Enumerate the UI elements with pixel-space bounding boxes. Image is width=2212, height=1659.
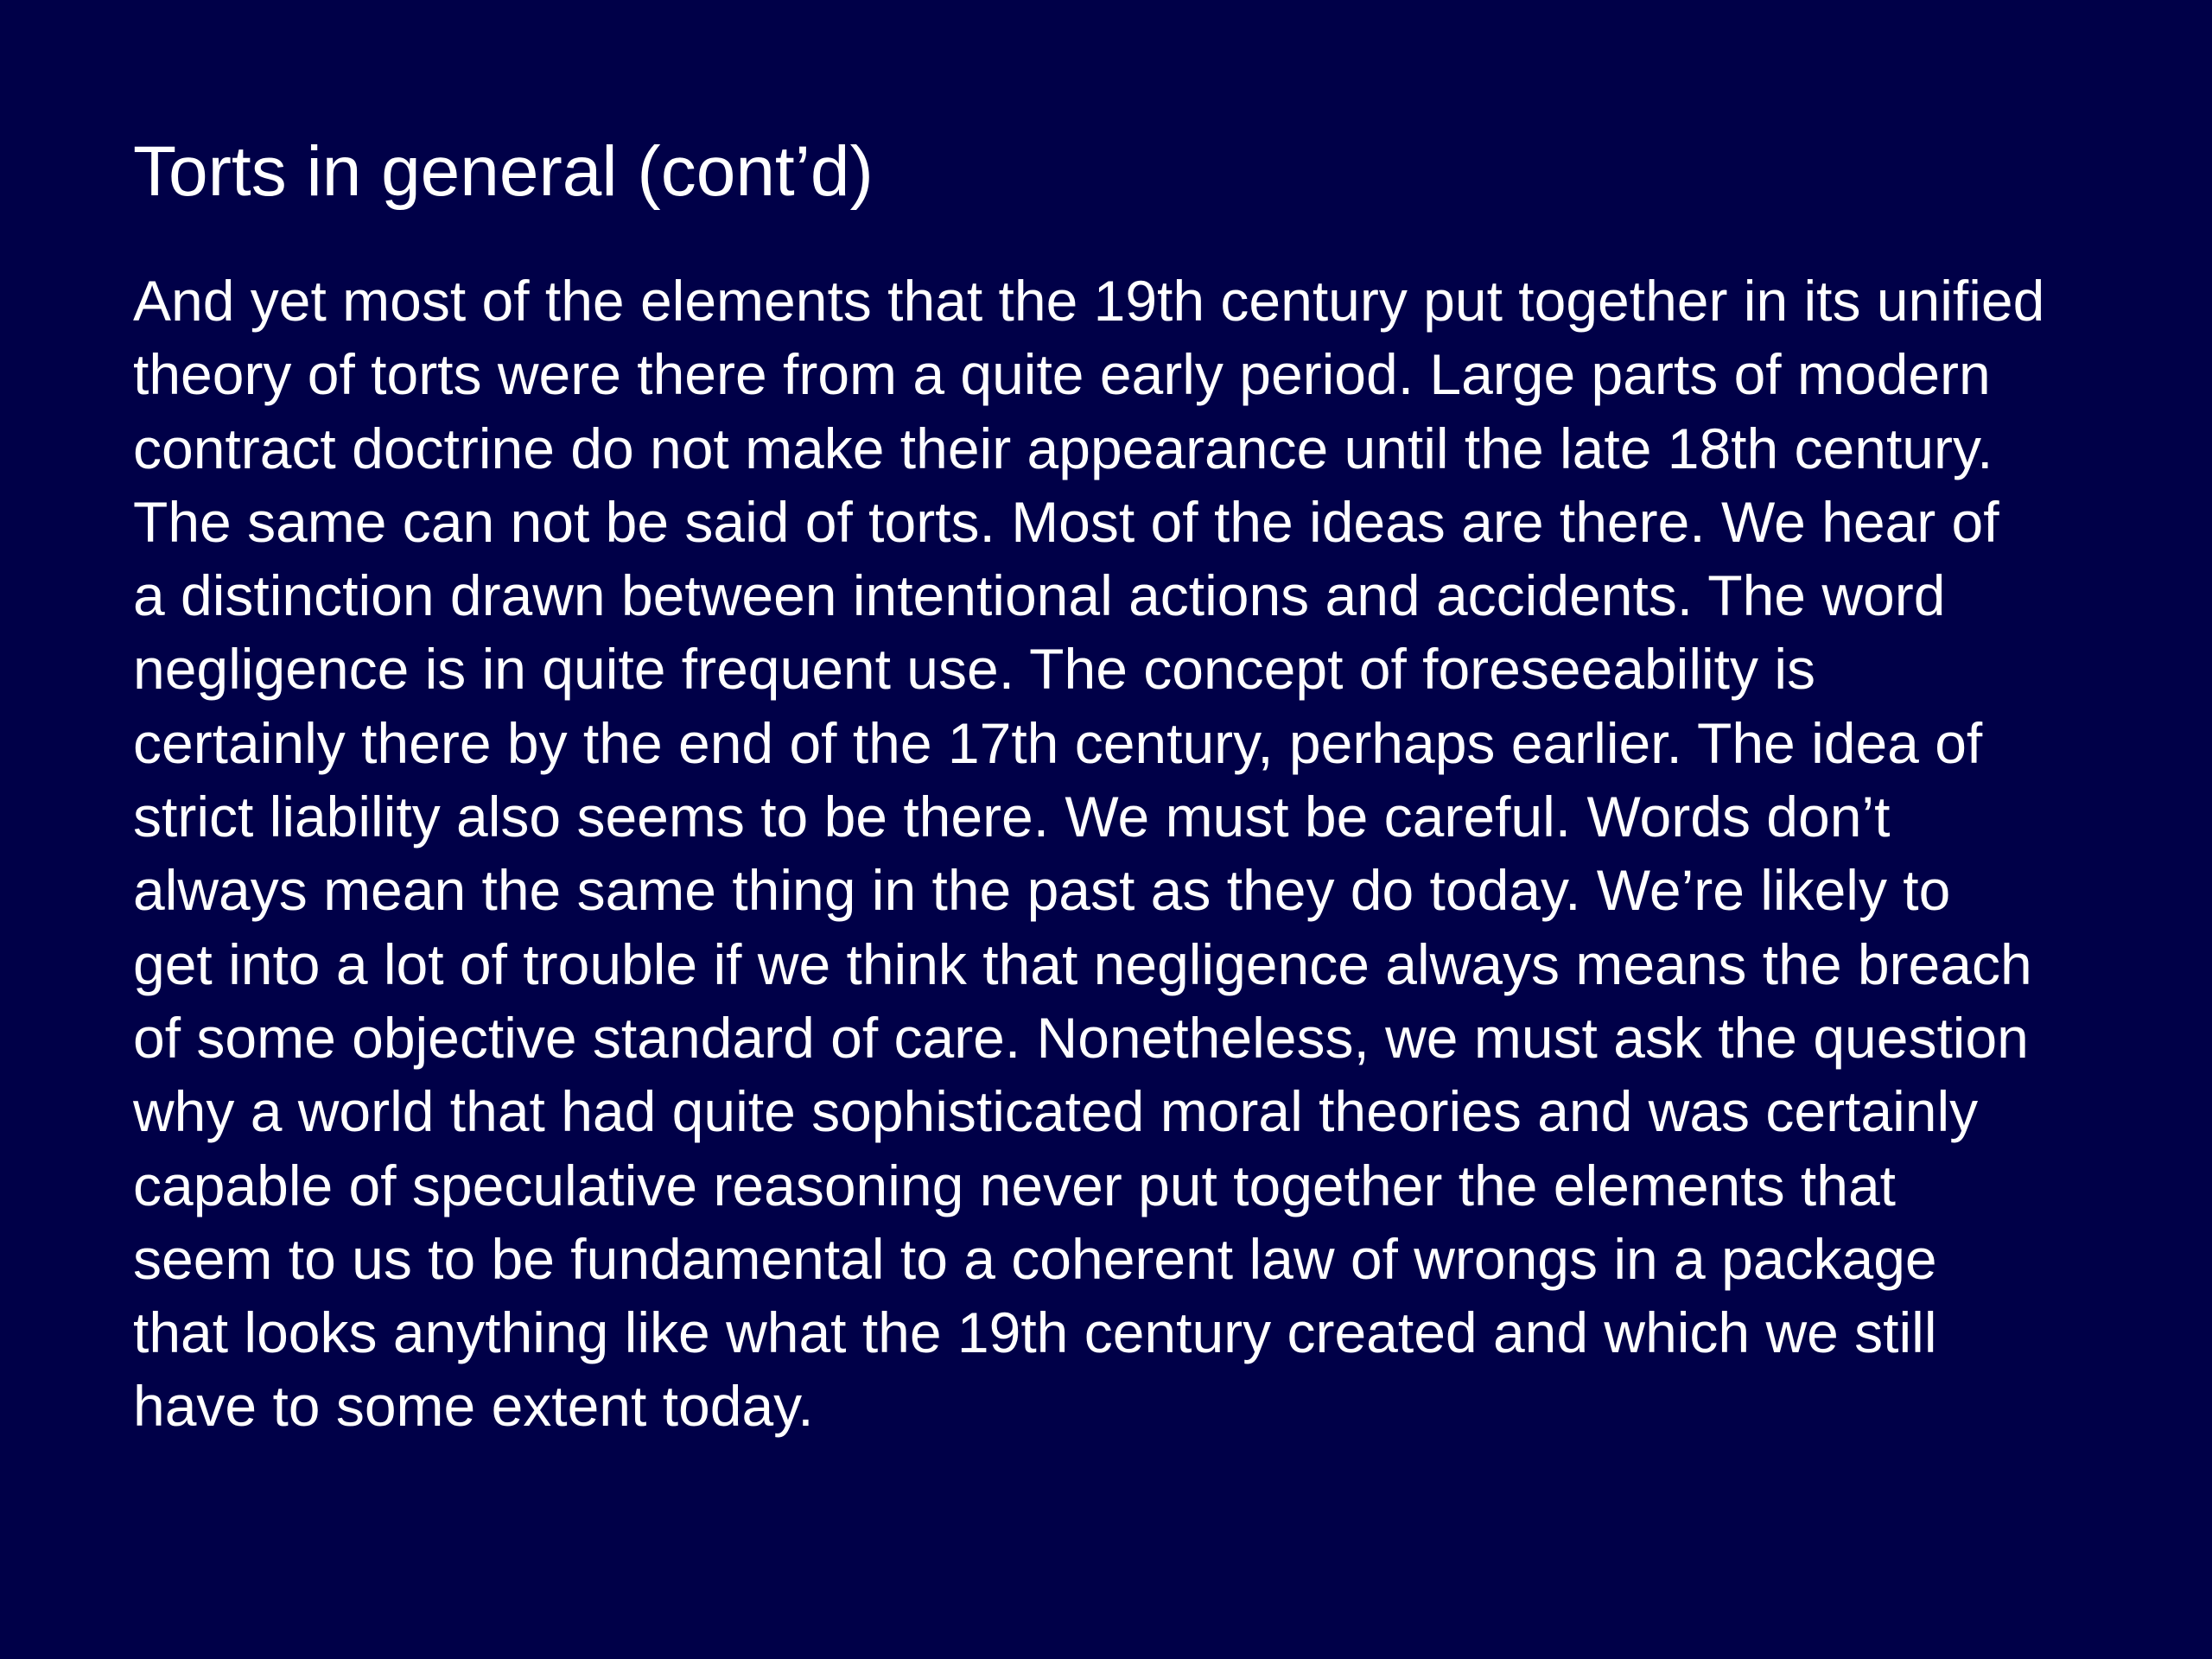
body-line: certainly there by the end of the 17th century, perhaps earlier. The idea of: [133, 710, 1983, 775]
body-line: seem to us to be fundamental to a coherent law of wrongs in a package: [133, 1226, 1937, 1291]
slide-title: Torts in general (cont’d): [133, 132, 874, 211]
body-line: negligence is in quite frequent use. The concept of foreseeability is: [133, 637, 1815, 702]
slide-body: [133, 264, 2190, 1444]
body-line: And yet most of the elements that the 19th century put together in its unified: [133, 269, 2045, 333]
body-line: why a world that had quite sophisticated moral theories and was certainly: [133, 1079, 1979, 1144]
body-line: a distinction drawn between intentional actions and accidents. The word: [133, 563, 1946, 628]
body-line: have to some extent today.: [133, 1374, 814, 1439]
body-line: that looks anything like what the 19th century created and which we still: [133, 1300, 1937, 1365]
body-line: always mean the same thing in the past as they do today. We’re likely to: [133, 858, 1951, 923]
body-line: of some objective standard of care. Nonetheless, we must ask the question: [133, 1005, 2029, 1070]
body-line: The same can not be said of torts. Most of the ideas are there. We hear of: [133, 489, 1999, 554]
body-line: get into a lot of trouble if we think that negligence always means the breach: [133, 931, 2032, 996]
body-line: strict liability also seems to be there. We must be careful. Words don’t: [133, 785, 1891, 849]
body-line: capable of speculative reasoning never put together the elements that: [133, 1153, 1897, 1217]
body-line: theory of torts were there from a quite early period. Large parts of modern: [133, 342, 1991, 407]
body-line: contract doctrine do not make their appearance until the late 18th century.: [133, 416, 1993, 480]
